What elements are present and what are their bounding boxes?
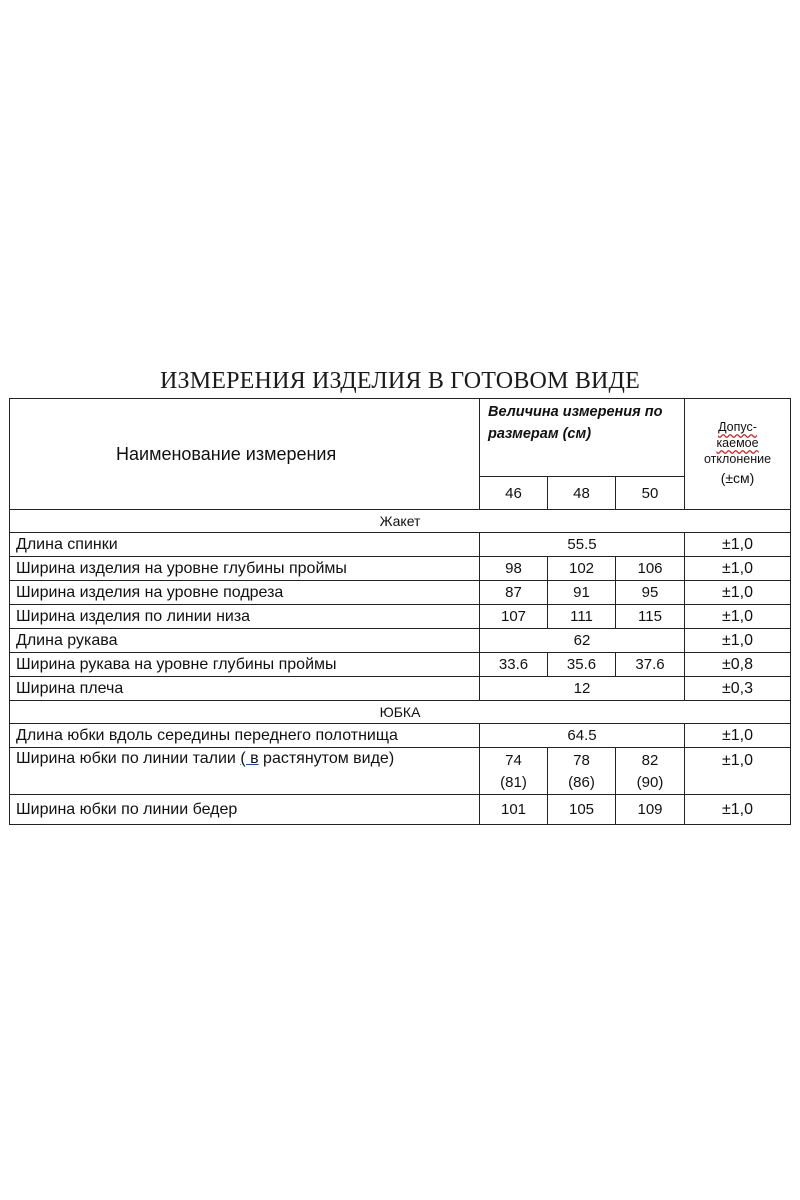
measurement-name: Длина спинки	[10, 533, 480, 557]
document-title: ИЗМЕРЕНИЯ ИЗДЕЛИЯ В ГОТОВОМ ВИДЕ	[159, 368, 640, 394]
tolerance-header-line1: Допус-	[718, 420, 757, 434]
measurement-value-50: 37.6	[616, 653, 685, 677]
size-46-header: 46	[480, 477, 548, 510]
measurement-value-46: 98	[480, 557, 548, 581]
section-row-skirt	[10, 701, 791, 724]
tolerance-value: ±1,0	[685, 795, 791, 825]
measurement-value-all-sizes: 64.5	[480, 724, 685, 748]
tolerance-value: ±1,0	[685, 724, 791, 748]
measurement-value-50: 95	[616, 581, 685, 605]
table-row	[10, 795, 791, 825]
measurement-value-48: 102	[548, 557, 616, 581]
tolerance-header	[685, 399, 791, 510]
tolerance-value: ±0,8	[685, 653, 791, 677]
measurement-value: 82	[641, 752, 659, 769]
tolerance-value: ±1,0	[685, 581, 791, 605]
measurement-name: Ширина плеча	[10, 677, 480, 701]
table-row	[10, 724, 791, 748]
measurement-name: Ширина юбки по линии бедер	[10, 795, 480, 825]
measurement-value-48: 105	[548, 795, 616, 825]
section-row-jacket	[10, 510, 791, 533]
measurement-value-48: 35.6	[548, 653, 616, 677]
header-row	[10, 399, 791, 477]
measurement-name	[10, 748, 480, 795]
measurement-value-50	[616, 748, 685, 795]
table-row	[10, 653, 791, 677]
measurement-value-48: 91	[548, 581, 616, 605]
size-values-header: Величина измерения по размерам (см)	[480, 399, 685, 477]
measurement-value-46	[480, 748, 548, 795]
measurement-name: Ширина изделия на уровне глубины проймы	[10, 557, 480, 581]
table-row	[10, 629, 791, 653]
measurement-value-all-sizes: 62	[480, 629, 685, 653]
measurement-value-stretched: (86)	[568, 774, 595, 791]
section-title-jacket: Жакет	[10, 510, 791, 533]
measurement-value-50: 115	[616, 605, 685, 629]
measurement-name-part: Ширина юбки по линии талии	[16, 750, 241, 767]
size-50-header: 50	[616, 477, 685, 510]
measurement-value-all-sizes: 55.5	[480, 533, 685, 557]
measurement-value-50: 106	[616, 557, 685, 581]
table-row	[10, 748, 791, 795]
measurement-value-stretched: (90)	[636, 774, 664, 791]
table-row	[10, 677, 791, 701]
measurement-value-46: 101	[480, 795, 548, 825]
measurement-name: Длина рукава	[10, 629, 480, 653]
measurement-value-48: 111	[548, 605, 616, 629]
measurement-name: Длина юбки вдоль середины переднего полотнища	[10, 724, 480, 748]
tolerance-header-unit: (±см)	[720, 470, 755, 486]
measurement-name: Ширина изделия на уровне подреза	[10, 581, 480, 605]
tolerance-value: ±1,0	[685, 629, 791, 653]
tolerance-value: ±0,3	[685, 677, 791, 701]
measurement-value-46: 33.6	[480, 653, 548, 677]
measurement-value: 74	[505, 752, 522, 769]
table-row	[10, 605, 791, 629]
tolerance-value: ±1,0	[685, 748, 791, 795]
measurement-value: 78	[573, 752, 590, 769]
measurement-name: Ширина рукава на уровне глубины проймы	[10, 653, 480, 677]
section-title-skirt: ЮБКА	[10, 701, 791, 724]
measurement-value-46: 107	[480, 605, 548, 629]
measurement-name-header: Наименование измерения	[10, 399, 480, 510]
table-row	[10, 557, 791, 581]
measurement-name-part: растянутом виде)	[258, 750, 395, 767]
tolerance-value: ±1,0	[685, 533, 791, 557]
tolerance-header-line2: каемое	[716, 436, 759, 450]
measurements-table	[9, 398, 791, 825]
measurement-value-all-sizes: 12	[480, 677, 685, 701]
measurement-name: Ширина изделия по линии низа	[10, 605, 480, 629]
measurement-value-46: 87	[480, 581, 548, 605]
measurement-value-48	[548, 748, 616, 795]
table-row	[10, 533, 791, 557]
measurement-value-stretched: (81)	[500, 774, 527, 791]
tolerance-header-line3: отклонение	[703, 452, 772, 466]
table-row	[10, 581, 791, 605]
tolerance-value: ±1,0	[685, 605, 791, 629]
measurement-value-50: 109	[616, 795, 685, 825]
size-48-header: 48	[548, 477, 616, 510]
tolerance-value: ±1,0	[685, 557, 791, 581]
measurement-name-underlined-part: ( в	[240, 750, 259, 767]
